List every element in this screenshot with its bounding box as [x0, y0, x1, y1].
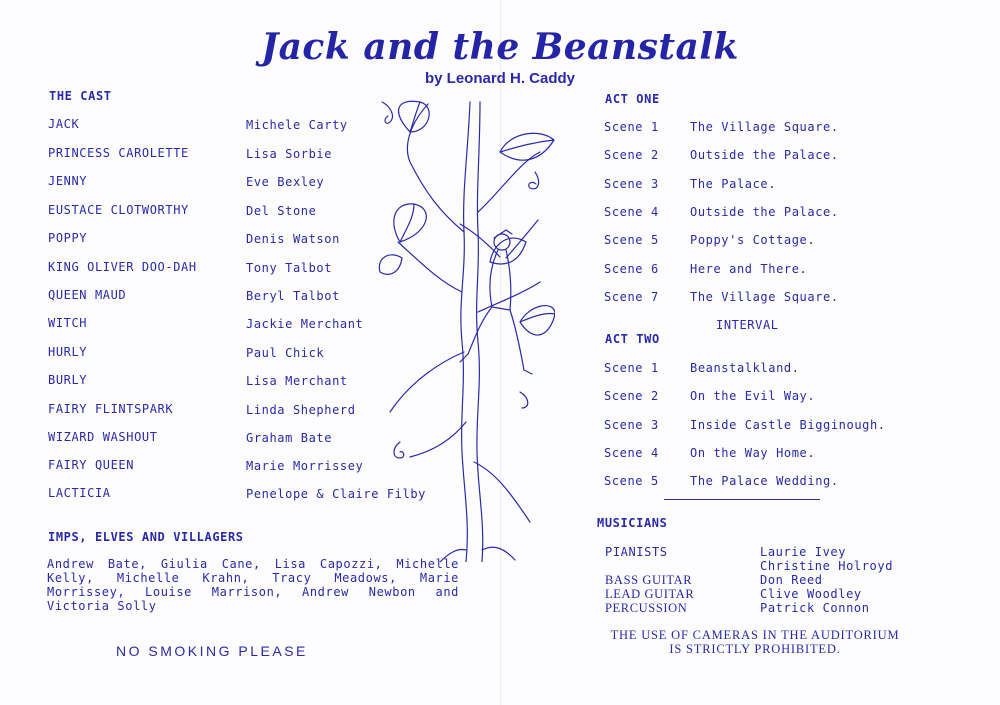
cast-role: POPPY: [48, 231, 88, 245]
scene-place: The Palace Wedding.: [690, 474, 839, 488]
cast-role: LACTICIA: [48, 486, 111, 500]
beanstalk-illustration: [370, 92, 555, 562]
jack-body: [490, 250, 511, 310]
tendril: [520, 392, 528, 408]
scene-place: Beanstalkland.: [690, 361, 800, 375]
scene-number: Scene 4: [604, 446, 659, 460]
musician: Patrick Connon: [760, 601, 870, 615]
act-two-heading: ACT TWO: [605, 332, 660, 346]
scene-place: Here and There.: [690, 262, 808, 276]
leaf: [500, 133, 554, 160]
leaf: [379, 255, 402, 274]
divider: [664, 499, 820, 500]
ground: [440, 547, 515, 562]
stalk-left-edge: [461, 102, 470, 562]
scene-number: Scene 1: [604, 361, 659, 375]
scene-place: The Palace.: [690, 177, 777, 191]
interval-label: INTERVAL: [716, 318, 779, 332]
branch: [410, 422, 466, 457]
musician: Clive Woodley: [760, 587, 862, 601]
scene-place: Outside the Palace.: [690, 148, 839, 162]
scene-number: Scene 5: [604, 474, 659, 488]
branch: [474, 462, 530, 522]
camera-notice-line: IS STRICTLY PROHIBITED.: [669, 642, 841, 656]
cast-role: BURLY: [48, 373, 88, 387]
instrument: BASS GUITAR: [605, 573, 693, 587]
branch: [398, 242, 462, 292]
imps-heading: IMPS, ELVES AND VILLAGERS: [48, 530, 244, 544]
tendril: [394, 442, 404, 458]
cast-actor: Lisa Sorbie: [246, 147, 333, 161]
instrument: PERCUSSION: [605, 601, 688, 615]
leaf: [399, 101, 430, 132]
programme-title: Jack and the Beanstalk: [261, 26, 739, 68]
musician: Laurie Ivey: [760, 545, 847, 559]
cast-actor: Jackie Merchant: [246, 317, 364, 331]
cast-actor: Denis Watson: [246, 232, 340, 246]
act-one-heading: ACT ONE: [605, 92, 660, 106]
scene-number: Scene 2: [604, 389, 659, 403]
cast-actor: Michele Carty: [246, 118, 348, 132]
scene-number: Scene 5: [604, 233, 659, 247]
cast-actor: Eve Bexley: [246, 175, 325, 189]
cast-actor: Lisa Merchant: [246, 374, 348, 388]
scene-place: On the Way Home.: [690, 446, 816, 460]
cast-role: HURLY: [48, 345, 88, 359]
cast-role: FAIRY QUEEN: [48, 458, 135, 472]
scene-place: On the Evil Way.: [690, 389, 816, 403]
cast-role: WITCH: [48, 316, 88, 330]
jack-arms: [460, 220, 538, 258]
scene-number: Scene 3: [604, 177, 659, 191]
cast-role: EUSTACE CLOTWORTHY: [48, 203, 189, 217]
cast-actor: Graham Bate: [246, 431, 333, 445]
scene-place: Inside Castle Bigginough.: [690, 418, 886, 432]
cast-actor: Paul Chick: [246, 346, 325, 360]
instrument: PIANISTS: [605, 545, 668, 559]
cast-heading: THE CAST: [49, 89, 112, 103]
camera-notice-line: THE USE OF CAMERAS IN THE AUDITORIUM: [610, 628, 900, 642]
cast-actor: Tony Talbot: [246, 261, 333, 275]
cast-role: WIZARD WASHOUT: [48, 430, 158, 444]
branch: [407, 104, 464, 232]
tendril: [529, 172, 539, 189]
branch: [478, 282, 540, 312]
scene-number: Scene 1: [604, 120, 659, 134]
camera-notice: [590, 628, 920, 656]
author-byline: by Leonard H. Caddy: [424, 70, 576, 87]
scene-place: Outside the Palace.: [690, 205, 839, 219]
scene-number: Scene 7: [604, 290, 659, 304]
scene-number: Scene 6: [604, 262, 659, 276]
musicians-heading: MUSICIANS: [597, 516, 668, 530]
cast-role: QUEEN MAUD: [48, 288, 127, 302]
instrument: LEAD GUITAR: [605, 587, 695, 601]
cast-role: JACK: [48, 117, 80, 131]
leaf: [520, 306, 555, 335]
cast-role: PRINCESS CAROLETTE: [48, 146, 189, 160]
cast-actor: Beryl Talbot: [246, 289, 340, 303]
no-smoking-notice: NO SMOKING PLEASE: [116, 643, 308, 659]
scene-number: Scene 3: [604, 418, 659, 432]
scene-number: Scene 2: [604, 148, 659, 162]
cast-role: KING OLIVER DOO-DAH: [48, 260, 197, 274]
scene-place: The Village Square.: [690, 120, 839, 134]
scene-place: The Village Square.: [690, 290, 839, 304]
cast-actor: Marie Morrissey: [246, 459, 364, 473]
musician: Don Reed: [760, 573, 823, 587]
scene-place: Poppy's Cottage.: [690, 233, 816, 247]
branch: [390, 352, 464, 412]
leaf: [394, 204, 427, 242]
cast-role: FAIRY FLINTSPARK: [48, 402, 174, 416]
cast-actor: Linda Shepherd: [246, 403, 356, 417]
tendril: [382, 102, 392, 123]
cast-actor: Del Stone: [246, 204, 317, 218]
scene-number: Scene 4: [604, 205, 659, 219]
cast-actor: Penelope & Claire Filby: [246, 487, 426, 501]
imps-names: Andrew Bate, Giulia Cane, Lisa Capozzi, Michelle Kelly, Michelle Krahn, Tracy Meadows, Marie Morrissey, Louise Marrison, Andrew Newbon and Victoria Solly: [47, 557, 459, 613]
cast-role: JENNY: [48, 174, 88, 188]
musician: Christine Holroyd: [760, 559, 894, 573]
